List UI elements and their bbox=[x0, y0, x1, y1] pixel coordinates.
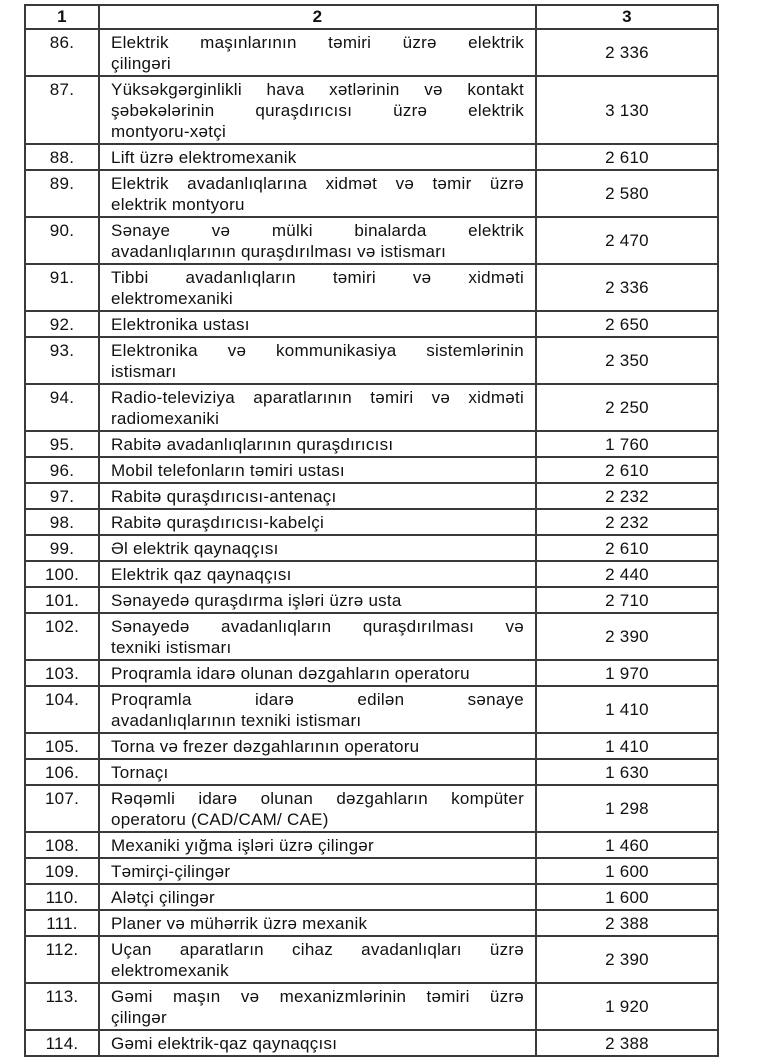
profession-cell bbox=[99, 613, 536, 660]
table-row bbox=[25, 561, 718, 587]
table-row bbox=[25, 509, 718, 535]
profession-cell bbox=[99, 264, 536, 311]
value-cell: 2 580 bbox=[536, 170, 718, 217]
table-row bbox=[25, 144, 718, 170]
table-row bbox=[25, 884, 718, 910]
profession-text-line: Rabitə quraşdırıcısı-kabelçi bbox=[111, 513, 324, 532]
table-row bbox=[25, 936, 718, 983]
row-number-cell: 104. bbox=[25, 686, 99, 733]
row-number-cell: 97. bbox=[25, 483, 99, 509]
row-number-cell: 106. bbox=[25, 759, 99, 785]
table-row bbox=[25, 832, 718, 858]
profession-cell bbox=[99, 686, 536, 733]
row-number-cell: 108. bbox=[25, 832, 99, 858]
profession-cell bbox=[99, 587, 536, 613]
profession-text-line: Yüksəkgərginlikli hava xətlərinin və kontakt bbox=[111, 80, 524, 99]
profession-cell bbox=[99, 76, 536, 144]
value-cell: 2 350 bbox=[536, 337, 718, 384]
profession-cell bbox=[99, 1030, 536, 1056]
column-header-2: 2 bbox=[99, 5, 536, 29]
value-cell: 2 232 bbox=[536, 483, 718, 509]
table-row bbox=[25, 785, 718, 832]
row-number-cell: 109. bbox=[25, 858, 99, 884]
value-cell: 2 390 bbox=[536, 613, 718, 660]
professions-tariff-table bbox=[24, 4, 719, 1057]
profession-cell bbox=[99, 858, 536, 884]
table-row bbox=[25, 759, 718, 785]
row-number-cell: 102. bbox=[25, 613, 99, 660]
table-row bbox=[25, 983, 718, 1030]
row-number-cell: 94. bbox=[25, 384, 99, 431]
profession-text-line: Tibbi avadanlıqların təmiri və xidməti bbox=[111, 268, 524, 287]
table-row bbox=[25, 264, 718, 311]
table-row bbox=[25, 311, 718, 337]
profession-cell bbox=[99, 483, 536, 509]
row-number-cell: 110. bbox=[25, 884, 99, 910]
profession-text-line: Elektrik qaz qaynaqçısı bbox=[111, 565, 292, 584]
value-cell: 1 298 bbox=[536, 785, 718, 832]
table-row bbox=[25, 431, 718, 457]
row-number-cell: 99. bbox=[25, 535, 99, 561]
profession-cell bbox=[99, 217, 536, 264]
profession-cell bbox=[99, 384, 536, 431]
profession-cell bbox=[99, 457, 536, 483]
profession-text-line: Elektrik avadanlıqlarına xidmət və təmir üzrə bbox=[111, 174, 524, 193]
profession-text-line: Sənayedə quraşdırma işləri üzrə usta bbox=[111, 591, 402, 610]
profession-cell bbox=[99, 170, 536, 217]
row-number-cell: 107. bbox=[25, 785, 99, 832]
row-number-cell: 88. bbox=[25, 144, 99, 170]
profession-text-line: avadanlıqlarının texniki istismarı bbox=[111, 711, 362, 730]
profession-text-line: şəbəkələrinin quraşdırıcısı üzrə elektrik bbox=[111, 101, 524, 120]
value-cell: 2 250 bbox=[536, 384, 718, 431]
profession-text-line: montyoru-xətçi bbox=[111, 122, 226, 141]
row-number-cell: 114. bbox=[25, 1030, 99, 1056]
profession-text-line: Mobil telefonların təmiri ustası bbox=[111, 461, 345, 480]
table-row bbox=[25, 457, 718, 483]
profession-cell bbox=[99, 936, 536, 983]
row-number-cell: 91. bbox=[25, 264, 99, 311]
table-row bbox=[25, 858, 718, 884]
value-cell: 2 390 bbox=[536, 936, 718, 983]
row-number-cell: 95. bbox=[25, 431, 99, 457]
profession-text-line: Alətçi çilingər bbox=[111, 888, 215, 907]
profession-text-line: Radio-televiziya aparatlarının təmiri və xidməti bbox=[111, 388, 524, 407]
table-body bbox=[25, 29, 718, 1056]
value-cell: 1 760 bbox=[536, 431, 718, 457]
table-row bbox=[25, 337, 718, 384]
profession-cell bbox=[99, 561, 536, 587]
row-number-cell: 100. bbox=[25, 561, 99, 587]
row-number-cell: 96. bbox=[25, 457, 99, 483]
profession-cell bbox=[99, 311, 536, 337]
row-number-cell: 90. bbox=[25, 217, 99, 264]
value-cell: 2 440 bbox=[536, 561, 718, 587]
profession-text-line: çilingəri bbox=[111, 54, 171, 73]
profession-cell bbox=[99, 884, 536, 910]
profession-text-line: Elektronika ustası bbox=[111, 315, 250, 334]
profession-text-line: Torna və frezer dəzgahlarının operatoru bbox=[111, 737, 420, 756]
value-cell: 2 650 bbox=[536, 311, 718, 337]
value-cell: 1 600 bbox=[536, 858, 718, 884]
profession-text-line: radiomexaniki bbox=[111, 409, 220, 428]
column-header-3: 3 bbox=[536, 5, 718, 29]
profession-text-line: Təmirçi-çilingər bbox=[111, 862, 231, 881]
row-number-cell: 112. bbox=[25, 936, 99, 983]
value-cell: 3 130 bbox=[536, 76, 718, 144]
value-cell: 2 610 bbox=[536, 535, 718, 561]
profession-text-line: Lift üzrə elektromexanik bbox=[111, 148, 297, 167]
row-number-cell: 89. bbox=[25, 170, 99, 217]
row-number-cell: 98. bbox=[25, 509, 99, 535]
row-number-cell: 87. bbox=[25, 76, 99, 144]
profession-text-line: Əl elektrik qaynaqçısı bbox=[111, 539, 279, 558]
table-row bbox=[25, 686, 718, 733]
table-row bbox=[25, 170, 718, 217]
profession-text-line: Uçan aparatların cihaz avadanlıqları üzrə bbox=[111, 940, 524, 959]
column-header-1: 1 bbox=[25, 5, 99, 29]
row-number-cell: 111. bbox=[25, 910, 99, 936]
value-cell: 2 336 bbox=[536, 29, 718, 76]
table-row bbox=[25, 660, 718, 686]
value-cell: 1 970 bbox=[536, 660, 718, 686]
value-cell: 2 610 bbox=[536, 457, 718, 483]
table-row bbox=[25, 910, 718, 936]
value-cell: 1 410 bbox=[536, 733, 718, 759]
profession-text-line: elektromexaniki bbox=[111, 289, 233, 308]
profession-cell bbox=[99, 509, 536, 535]
value-cell: 2 470 bbox=[536, 217, 718, 264]
profession-text-line: Sənaye və mülki binalarda elektrik bbox=[111, 221, 524, 240]
table-row bbox=[25, 483, 718, 509]
profession-text-line: Gəmi elektrik-qaz qaynaqçısı bbox=[111, 1034, 338, 1053]
value-cell: 2 388 bbox=[536, 910, 718, 936]
value-cell: 2 388 bbox=[536, 1030, 718, 1056]
profession-text-line: çilingər bbox=[111, 1008, 167, 1027]
profession-text-line: Elektrik maşınlarının təmiri üzrə elektrik bbox=[111, 33, 524, 52]
profession-cell bbox=[99, 29, 536, 76]
row-number-cell: 101. bbox=[25, 587, 99, 613]
profession-text-line: operatoru (CAD/CAM/ CAE) bbox=[111, 810, 329, 829]
profession-text-line: elektromexanik bbox=[111, 961, 229, 980]
row-number-cell: 93. bbox=[25, 337, 99, 384]
profession-cell bbox=[99, 910, 536, 936]
table-row bbox=[25, 384, 718, 431]
profession-text-line: Proqramla idarə edilən sənaye bbox=[111, 690, 524, 709]
profession-text-line: Mexaniki yığma işləri üzrə çilingər bbox=[111, 836, 374, 855]
value-cell: 1 630 bbox=[536, 759, 718, 785]
table-row bbox=[25, 535, 718, 561]
table-row bbox=[25, 29, 718, 76]
profession-cell bbox=[99, 785, 536, 832]
profession-cell bbox=[99, 144, 536, 170]
value-cell: 2 710 bbox=[536, 587, 718, 613]
table-row bbox=[25, 76, 718, 144]
profession-text-line: Rabitə avadanlıqlarının quraşdırıcısı bbox=[111, 435, 394, 454]
row-number-cell: 113. bbox=[25, 983, 99, 1030]
profession-cell bbox=[99, 759, 536, 785]
value-cell: 1 460 bbox=[536, 832, 718, 858]
table-row bbox=[25, 613, 718, 660]
profession-cell bbox=[99, 337, 536, 384]
profession-cell bbox=[99, 832, 536, 858]
profession-text-line: Planer və mühərrik üzrə mexanik bbox=[111, 914, 368, 933]
profession-text-line: Gəmi maşın və mexanizmlərinin təmiri üzrə bbox=[111, 987, 524, 1006]
value-cell: 1 410 bbox=[536, 686, 718, 733]
row-number-cell: 103. bbox=[25, 660, 99, 686]
value-cell: 1 920 bbox=[536, 983, 718, 1030]
header-row bbox=[25, 5, 718, 29]
profession-cell bbox=[99, 535, 536, 561]
value-cell: 2 336 bbox=[536, 264, 718, 311]
row-number-cell: 105. bbox=[25, 733, 99, 759]
table-row bbox=[25, 217, 718, 264]
profession-cell bbox=[99, 983, 536, 1030]
profession-text-line: Elektronika və kommunikasiya sistemlərinin bbox=[111, 341, 524, 360]
profession-text-line: avadanlıqlarının quraşdırılması və istismarı bbox=[111, 242, 447, 261]
row-number-cell: 92. bbox=[25, 311, 99, 337]
profession-cell bbox=[99, 431, 536, 457]
profession-text-line: Rəqəmli idarə olunan dəzgahların kompüter bbox=[111, 789, 524, 808]
profession-text-line: Sənayedə avadanlıqların quraşdırılması və bbox=[111, 617, 524, 636]
profession-text-line: texniki istismarı bbox=[111, 638, 232, 657]
profession-text-line: Tornaçı bbox=[111, 763, 169, 782]
profession-cell bbox=[99, 660, 536, 686]
table-row bbox=[25, 587, 718, 613]
profession-text-line: Rabitə quraşdırıcısı-antenaçı bbox=[111, 487, 337, 506]
profession-text-line: elektrik montyoru bbox=[111, 195, 245, 214]
profession-text-line: Proqramla idarə olunan dəzgahların operatoru bbox=[111, 664, 470, 683]
table-row bbox=[25, 733, 718, 759]
value-cell: 2 232 bbox=[536, 509, 718, 535]
profession-cell bbox=[99, 733, 536, 759]
profession-text-line: istismarı bbox=[111, 362, 177, 381]
value-cell: 2 610 bbox=[536, 144, 718, 170]
table-row bbox=[25, 1030, 718, 1056]
value-cell: 1 600 bbox=[536, 884, 718, 910]
row-number-cell: 86. bbox=[25, 29, 99, 76]
